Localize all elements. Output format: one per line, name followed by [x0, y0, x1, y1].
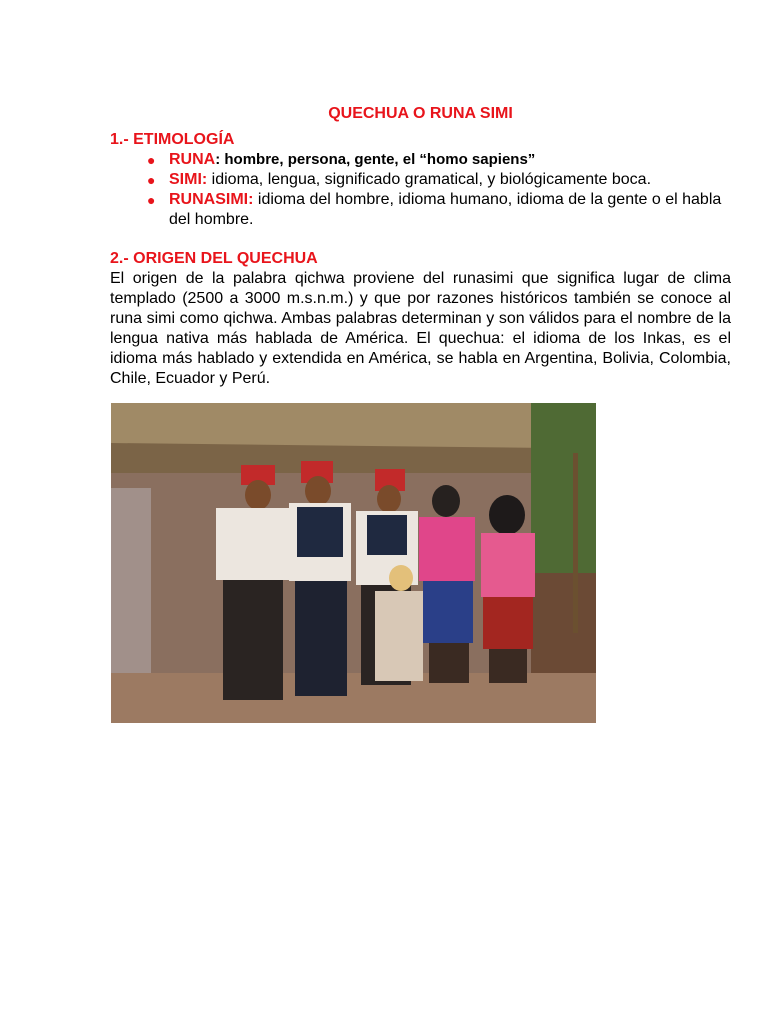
- term-simi: SIMI:: [169, 171, 208, 188]
- document-title: QUECHUA O RUNA SIMI: [328, 105, 513, 122]
- definition-runasimi: idioma del hombre, idioma humano, idioma de la gente o el habla del hombre.: [169, 191, 722, 228]
- bullet-icon: ●: [147, 172, 156, 188]
- bullet-icon: ●: [147, 152, 156, 168]
- list-item-simi: [147, 170, 731, 190]
- definition-simi: idioma, lengua, significado gramatical, y biológicamente boca.: [207, 171, 652, 188]
- quechua-family-photo: [111, 403, 596, 723]
- term-runasimi: RUNASIMI:: [169, 191, 254, 208]
- list-item-runa: [147, 150, 731, 170]
- bullet-icon: ●: [147, 192, 156, 208]
- document-page: [110, 104, 731, 389]
- definition-runa: hombre, persona, gente, el “homo sapiens”: [220, 151, 536, 168]
- term-runa: RUNA: [169, 151, 216, 168]
- etymology-list: [110, 150, 731, 230]
- section-heading-etimologia: 1.- ETIMOLOGÍA: [110, 131, 235, 148]
- section-heading-origen: 2.- ORIGEN DEL QUECHUA: [110, 250, 318, 267]
- origin-paragraph: El origen de la palabra qichwa proviene del runasimi que significa lugar de clima templado (2500 a 3000 m.s.n.m.) y que por razones históricos también se conoce al runa simi como qichwa. Ambas palabras determinan y son válidos para el nombre de la lengua nativa más hablada de América. El quechua: el idioma de los Inkas, es el idioma más hablado y extendida en América, se habla en Argentina, Bolivia, Colombia, Chile, Ecuador y Perú.: [110, 270, 731, 387]
- list-item-runasimi: [147, 190, 731, 230]
- term-separator: :: [215, 151, 221, 168]
